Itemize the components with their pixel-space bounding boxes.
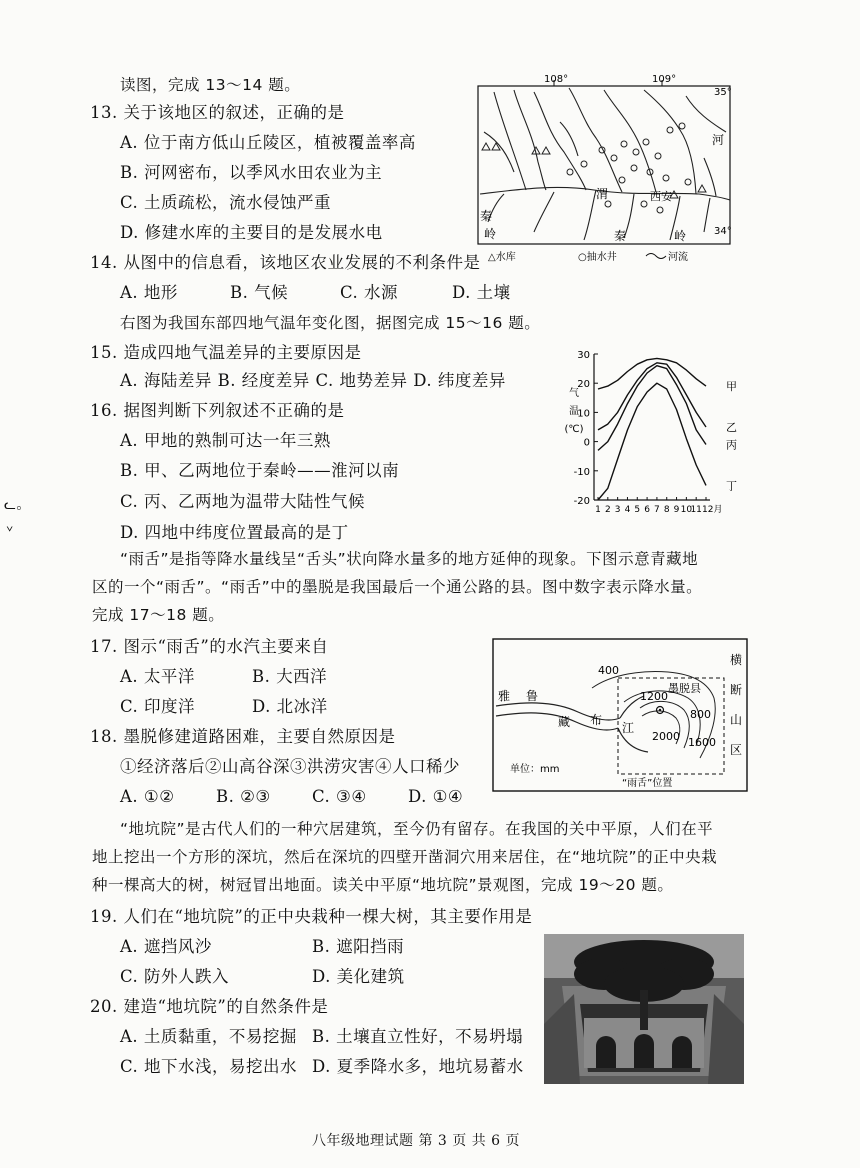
q16-option-d[interactable]: D. 四地中纬度位置最高的是丁: [120, 523, 349, 542]
q15-stem: 15. 造成四地气温差异的主要原因是: [90, 343, 362, 362]
q20-option-d[interactable]: D. 夏季降水多，地坑易蓄水: [312, 1057, 524, 1076]
q19-stem: 19. 人们在“地坑院”的正中央栽种一棵大树，其主要作用是: [90, 907, 533, 926]
isohyet-800: 800: [690, 708, 711, 721]
x-tick-label: 8: [663, 505, 670, 515]
y-axis-label: 气: [569, 388, 579, 399]
label-lu: 鲁: [526, 689, 539, 703]
q18-option-d[interactable]: D. ①④: [408, 787, 464, 806]
label-qin-1: 秦: [480, 209, 493, 223]
q13-option-a[interactable]: A. 位于南方低山丘陵区，植被覆盖率高: [120, 133, 416, 152]
y-axis-label: 温: [569, 406, 579, 417]
q17-18-intro-line1: “雨舌”是指等降水量线呈“舌头”状向降水量多的地方延伸的现象。下图示意青藏地: [120, 550, 699, 568]
x-tick-label: 2: [604, 505, 611, 515]
label-heng: 横: [730, 653, 743, 667]
x-tick-label: 4: [624, 505, 631, 515]
isohyet-1600: 1600: [688, 736, 716, 749]
q18-stem: 18. 墨脱修建道路困难，主要自然原因是: [90, 727, 396, 746]
label-ling-1: 岭: [484, 227, 497, 241]
q13-option-d[interactable]: D. 修建水库的主要目的是发展水电: [120, 223, 383, 242]
river-network: [480, 88, 730, 240]
page-footer: 八年级地理试题 第 3 页 共 6 页: [312, 1133, 521, 1149]
q17-option-a[interactable]: A. 太平洋: [120, 667, 195, 686]
y-tick-label: 30: [577, 350, 590, 361]
rain-tongue-map: [492, 638, 748, 792]
q14-option-c[interactable]: C. 水源: [340, 283, 399, 302]
q16-stem: 16. 据图判断下列叙述不正确的是: [90, 401, 345, 420]
q19-20-intro-line3: 种一棵高大的树，树冠冒出地面。读关中平原“地坑院”景观图，完成 19～20 题。: [92, 876, 674, 894]
q19-option-c[interactable]: C. 防外人跌入: [120, 967, 230, 986]
label-wei: 渭: [596, 187, 609, 201]
q15-16-intro: 右图为我国东部四地气温年变化图，据图完成 15～16 题。: [120, 314, 541, 332]
y-tick-label: 0: [583, 437, 590, 449]
series-line-甲: [598, 358, 706, 389]
y-tick-label: 20: [577, 379, 590, 391]
y-tick-label: 10: [577, 408, 590, 420]
lon-108-label: 108°: [544, 74, 569, 85]
unit-label: 单位：mm: [510, 764, 560, 775]
label-shan: 山: [730, 713, 743, 727]
guanzhong-map: [474, 72, 736, 264]
isohyet-1200: 1200: [640, 690, 668, 703]
q17-option-d[interactable]: D. 北冰洋: [252, 697, 328, 716]
q19-option-a[interactable]: A. 遮挡风沙: [120, 937, 212, 956]
q14-option-a[interactable]: A. 地形: [120, 283, 178, 302]
margin-mark-2: ᘁ: [6, 525, 14, 541]
x-tick-label: 7: [654, 505, 660, 515]
y-tick-label: -10: [573, 466, 590, 478]
x-tick-label: 3: [614, 505, 621, 515]
q13-option-b[interactable]: B. 河网密布，以季风水田农业为主: [120, 163, 383, 182]
y-axis-label: (℃): [564, 424, 584, 435]
q17-option-b[interactable]: B. 大西洋: [252, 667, 328, 686]
q20-option-a[interactable]: A. 土质黏重，不易挖掘: [120, 1027, 297, 1046]
legend-river: 河流: [668, 252, 688, 263]
q17-18-intro-line2: 区的一个“雨舌”。“雨舌”中的墨脱是我国最后一个通公路的县。图中数字表示降水量。: [92, 578, 703, 596]
label-ya: 雅: [498, 689, 511, 703]
label-zang: 藏: [558, 715, 571, 729]
q14-option-b[interactable]: B. 气候: [230, 283, 289, 302]
q19-option-b[interactable]: B. 遮阳挡雨: [312, 937, 405, 956]
q19-20-intro-line1: “地坑院”是古代人们的一种穴居建筑，至今仍有留存。在我国的关中平原，人们在平: [120, 820, 714, 838]
q20-option-b[interactable]: B. 土壤直立性好，不易坍塌: [312, 1027, 524, 1046]
q14-stem: 14. 从图中的信息看，该地区农业发展的不利条件是: [90, 253, 481, 272]
q18-option-a[interactable]: A. ①②: [120, 787, 175, 806]
series-label: 丙: [726, 438, 737, 452]
legend-reservoir: △水库: [488, 252, 516, 263]
series-label: 乙: [726, 421, 737, 434]
q18-option-c[interactable]: C. ③④: [312, 787, 367, 806]
q14-option-d[interactable]: D. 土壤: [452, 283, 511, 302]
x-tick-label: 11: [690, 505, 702, 515]
q17-18-intro-line3: 完成 17～18 题。: [92, 606, 225, 624]
well-markers: [567, 123, 691, 213]
label-bu: 布: [590, 713, 603, 727]
x-tick-label: 10: [680, 505, 693, 515]
q20-option-c[interactable]: C. 地下水浅，易挖出水: [120, 1057, 298, 1076]
q19-20-intro-line2: 地上挖出一个方形的深坑，然后在深坑的四壁开凿洞穴用来居住，在“地坑院”的正中央栽: [92, 848, 718, 866]
label-xian: 西安: [650, 190, 672, 203]
x-tick-label: 5: [634, 505, 641, 515]
lon-109-label: 109°: [652, 74, 677, 85]
lat-34-label: 34°: [714, 226, 732, 237]
label-duan: 断: [730, 683, 743, 697]
x-tick-label: 1: [595, 505, 601, 515]
q17-option-c[interactable]: C. 印度洋: [120, 697, 196, 716]
label-qu: 区: [730, 743, 743, 757]
q16-option-a[interactable]: A. 甲地的熟制可达一年三熟: [120, 431, 331, 450]
y-tick-label: -20: [573, 496, 590, 507]
label-motuo: 墨脱县: [668, 682, 701, 695]
series-label: 甲: [726, 380, 737, 394]
q15-options[interactable]: A. 海陆差异 B. 经度差异 C. 地势差异 D. 纬度差异: [120, 371, 506, 390]
q13-option-c[interactable]: C. 土质疏松，流水侵蚀严重: [120, 193, 332, 212]
lat-35-label: 35°: [714, 87, 732, 98]
isohyet-2000: 2000: [652, 730, 680, 743]
margin-mark-1: ᓚ。: [4, 497, 31, 513]
q13-14-intro: 读图，完成 13～14 题。: [120, 76, 301, 94]
q18-option-b[interactable]: B. ②③: [216, 787, 271, 806]
label-jiang: 江: [622, 721, 635, 735]
q16-option-b[interactable]: B. 甲、乙两地位于秦岭——淮河以南: [120, 461, 400, 480]
series-line-丙: [598, 366, 706, 451]
label-ling-2: 岭: [674, 229, 687, 243]
rain-tongue-position-label: “雨舌”位置: [622, 778, 673, 789]
q13-stem: 13. 关于该地区的叙述，正确的是: [90, 103, 345, 122]
x-tick-label: 12月: [702, 505, 723, 515]
q20-stem: 20. 建造“地坑院”的自然条件是: [90, 997, 329, 1016]
q18-items: ①经济落后②山高谷深③洪涝灾害④人口稀少: [120, 757, 460, 776]
legend-river-icon: [646, 254, 666, 259]
series-label: 丁: [726, 479, 737, 493]
x-tick-label: 6: [644, 505, 650, 515]
q19-option-d[interactable]: D. 美化建筑: [312, 967, 405, 986]
x-tick-label: 9: [673, 505, 680, 515]
label-qin-2: 秦: [614, 229, 627, 243]
label-he: 河: [712, 133, 725, 147]
legend-well: ○抽水井: [578, 252, 617, 263]
q16-option-c[interactable]: C. 丙、乙两地为温带大陆性气候: [120, 492, 366, 511]
dikengyuan-photo: [544, 934, 744, 1084]
temperature-chart: [560, 340, 750, 524]
isohyet-400: 400: [598, 664, 619, 677]
q17-stem: 17. 图示“雨舌”的水汽主要来自: [90, 637, 329, 656]
